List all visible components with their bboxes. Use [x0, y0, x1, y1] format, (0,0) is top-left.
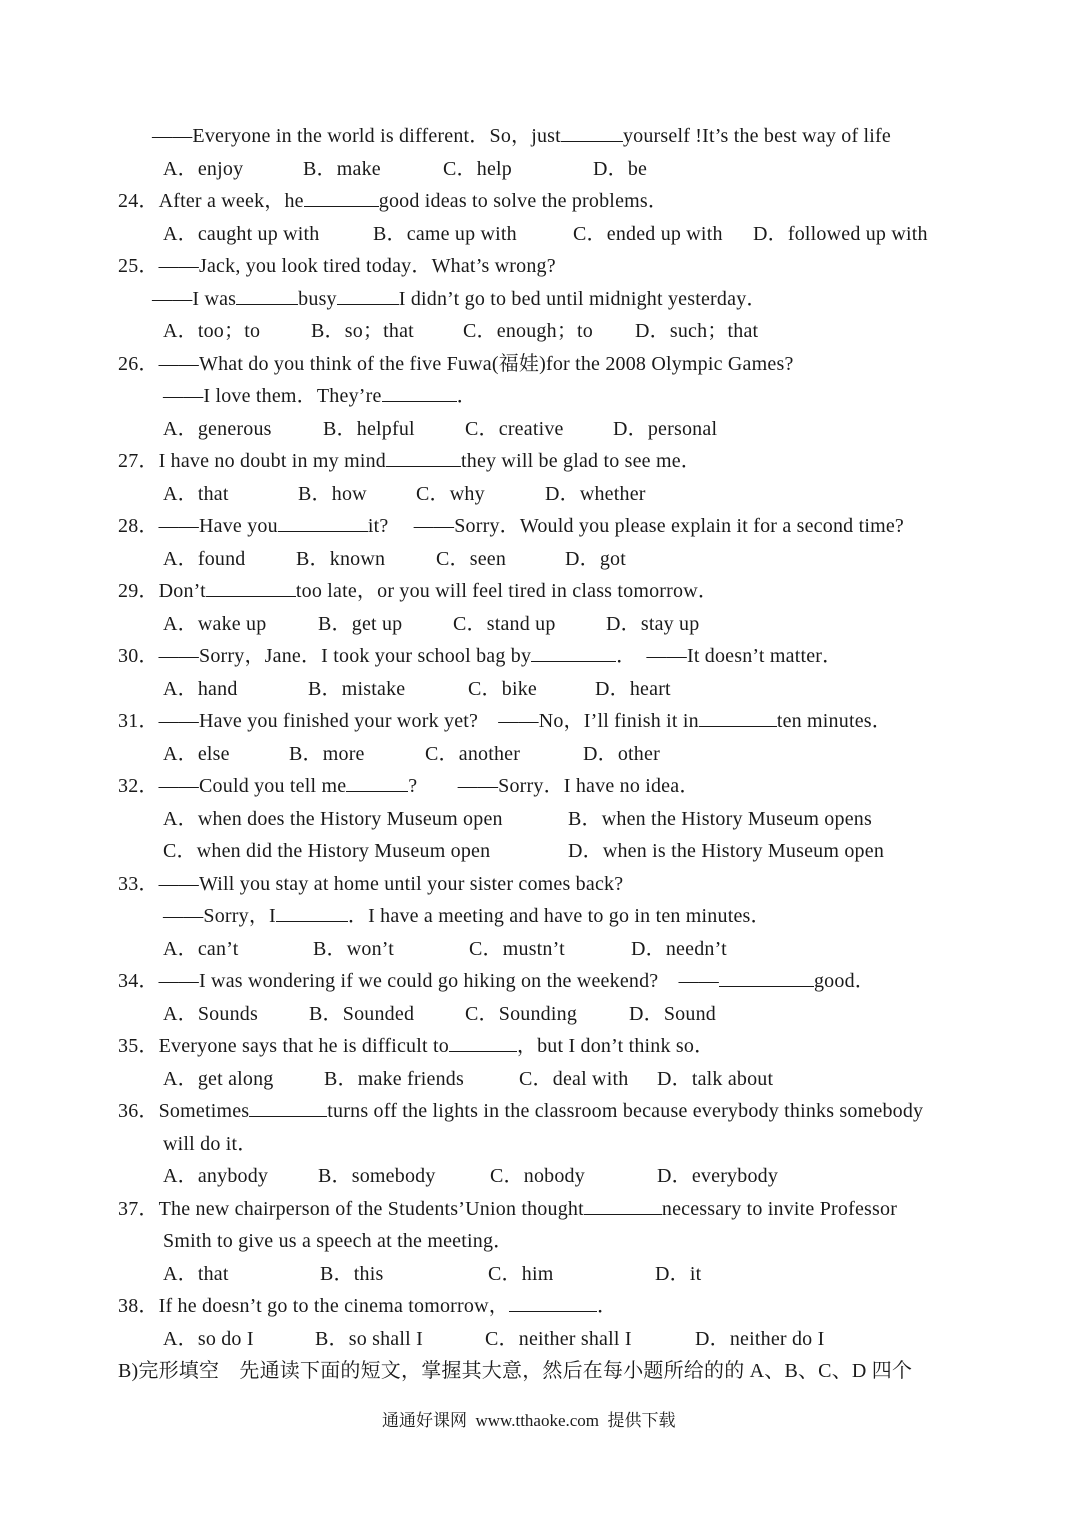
question-line	[163, 384, 477, 408]
answer-option: C．nobody	[490, 1165, 585, 1187]
question-line	[118, 579, 718, 603]
answer-option: C．Sounding	[465, 1003, 578, 1025]
answer-blank	[337, 288, 399, 305]
answer-option: A．anybody	[163, 1165, 269, 1187]
question-line	[163, 904, 771, 928]
answer-option: C．another	[425, 743, 521, 765]
answer-option: A．can’t	[163, 938, 239, 960]
answer-option: D．it	[655, 1263, 702, 1285]
page-footer: 通通好课网 www.tthaoke.com 提供下载	[382, 1411, 676, 1430]
question-text: ，but I don’t think so．	[516, 1035, 715, 1057]
question-text: 37．The new chairperson of the Students’Union thought	[118, 1198, 584, 1220]
question-text: 38．If he doesn’t go to the cinema tomorrow，	[118, 1295, 509, 1317]
answer-blank	[236, 288, 298, 305]
question-text: busy	[298, 288, 337, 310]
question-text: ．I have a meeting and have to go in ten minutes．	[347, 905, 771, 927]
question-text: I didn’t go to bed until midnight yesterday．	[398, 288, 767, 310]
answer-blank	[386, 450, 461, 467]
answer-option: A．wake up	[163, 613, 267, 635]
question-text: ——I was	[152, 288, 237, 310]
question-text: 29．Don’t	[118, 580, 206, 602]
answer-option: A．get along	[163, 1068, 274, 1090]
answer-option: B．came up with	[373, 223, 517, 245]
answer-option: D．be	[593, 158, 648, 180]
question-line	[152, 124, 891, 148]
answer-option: A．hand	[163, 678, 238, 700]
answer-blank	[531, 645, 616, 662]
question-line	[118, 709, 892, 733]
question-line	[118, 644, 842, 668]
question-line	[163, 1229, 513, 1253]
question-line	[118, 449, 701, 473]
answer-option: A．that	[163, 1263, 229, 1285]
question-text: ．	[456, 385, 477, 407]
question-line	[118, 1197, 897, 1221]
answer-blank	[304, 190, 379, 207]
question-text: 24．After a week，he	[118, 190, 304, 212]
answer-option: D．heart	[595, 678, 671, 700]
answer-blank	[278, 515, 368, 532]
answer-option: D．got	[565, 548, 626, 570]
question-line	[163, 1132, 257, 1156]
answer-option: D．such；that	[635, 320, 759, 342]
answer-option: A．found	[163, 548, 246, 570]
answer-option: D．when is the History Museum open	[568, 840, 885, 862]
answer-option: B．helpful	[323, 418, 415, 440]
answer-blank	[584, 1198, 662, 1215]
question-text: they will be glad to see me．	[461, 450, 701, 472]
question-line	[152, 287, 767, 311]
answer-option: C．him	[488, 1263, 554, 1285]
answer-option: B．make friends	[324, 1068, 464, 1090]
answer-option: D．personal	[613, 418, 718, 440]
question-text: 30．——Sorry，Jane．I took your school bag by	[118, 645, 532, 667]
question-text: B)完形填空 先通读下面的短文，掌握其大意，然后在每小题所给的的 A、B、C、D 四个	[118, 1360, 913, 1382]
answer-blank	[346, 775, 408, 792]
answer-option: C．stand up	[453, 613, 556, 635]
answer-option: A．generous	[163, 418, 272, 440]
question-text: it? ——Sorry．Would you please explain it for a second time?	[367, 515, 904, 537]
question-text: necessary to invite Professor	[661, 1198, 898, 1220]
question-line	[118, 254, 556, 278]
answer-option: B．when the History Museum opens	[568, 808, 872, 830]
answer-option: B．so；that	[311, 320, 414, 342]
answer-option: C．why	[416, 483, 485, 505]
question-text: ——I love them．They’re	[163, 385, 382, 407]
question-line	[118, 969, 875, 993]
question-text: ． ——It doesn’t matter．	[616, 645, 843, 667]
question-text: 25．——Jack, you look tired today．What’s wrong?	[118, 255, 556, 277]
question-text: 34．——I was wondering if we could go hiking on the weekend? ——	[118, 970, 719, 992]
answer-option: C．enough；to	[463, 320, 593, 342]
question-text: 31．——Have you finished your work yet? ——No，I’ll finish it in	[118, 710, 699, 732]
answer-option: C．ended up with	[573, 223, 723, 245]
answer-option: B．mistake	[308, 678, 406, 700]
answer-option: C．neither shall I	[485, 1328, 632, 1350]
answer-option: A．so do I	[163, 1328, 254, 1350]
answer-option: A．too；to	[163, 320, 261, 342]
question-text: 26．——What do you think of the five Fuwa(福娃)for the 2008 Olympic Games?	[118, 353, 794, 375]
answer-blank	[699, 710, 777, 727]
answer-option: D．everybody	[657, 1165, 779, 1187]
question-line	[118, 1359, 912, 1383]
answer-option: B．make	[303, 158, 381, 180]
answer-option: A．that	[163, 483, 229, 505]
answer-blank	[382, 385, 457, 402]
answer-option: C．bike	[468, 678, 537, 700]
question-text: good ideas to solve the problems．	[378, 190, 669, 212]
question-text: ? ——Sorry．I have no idea．	[408, 775, 700, 797]
question-text: 28．——Have you	[118, 515, 278, 537]
answer-option: D．other	[583, 743, 660, 765]
question-text: Smith to give us a speech at the meeting．	[163, 1230, 514, 1252]
answer-option: B．this	[320, 1263, 384, 1285]
answer-option: B．so shall I	[315, 1328, 423, 1350]
question-text: 36．Sometimes	[118, 1100, 250, 1122]
question-text: good．	[813, 970, 875, 992]
question-text: ten minutes．	[776, 710, 892, 732]
question-text: 27．I have no doubt in my mind	[118, 450, 386, 472]
question-text: 35．Everyone says that he is difficult to	[118, 1035, 449, 1057]
answer-option: B．more	[289, 743, 365, 765]
answer-option: C．when did the History Museum open	[163, 840, 491, 862]
answer-option: B．get up	[318, 613, 403, 635]
question-text: turns off the lights in the classroom because everybody thinks somebody	[327, 1100, 924, 1122]
answer-option: B．somebody	[318, 1165, 436, 1187]
answer-option: D．stay up	[606, 613, 700, 635]
question-text: yourself !It’s the best way of life	[622, 125, 891, 147]
answer-blank	[276, 905, 348, 922]
answer-option: D．needn’t	[631, 938, 727, 960]
question-text: will do it．	[163, 1133, 258, 1155]
question-text: ——Everyone in the world is different．So，just	[152, 125, 561, 147]
answer-option: D．followed up with	[753, 223, 928, 245]
question-line	[118, 872, 623, 896]
answer-option: C．help	[443, 158, 512, 180]
answer-blank	[449, 1035, 517, 1052]
question-text: 32．——Could you tell me	[118, 775, 347, 797]
answer-blank	[249, 1100, 327, 1117]
answer-option: B．Sounded	[309, 1003, 415, 1025]
answer-option: D．talk about	[657, 1068, 774, 1090]
answer-option: A．when does the History Museum open	[163, 808, 503, 830]
question-line	[118, 1099, 923, 1123]
question-text: ．	[596, 1295, 618, 1317]
question-line	[118, 1034, 714, 1058]
question-line	[118, 1294, 617, 1318]
answer-option: C．creative	[465, 418, 564, 440]
answer-option: B．won’t	[313, 938, 395, 960]
answer-option: A．Sounds	[163, 1003, 258, 1025]
answer-option: B．known	[296, 548, 386, 570]
answer-option: C．mustn’t	[469, 938, 565, 960]
question-text: ——Sorry，I	[163, 905, 276, 927]
answer-blank	[561, 125, 623, 142]
question-text: too late，or you will feel tired in class tomorrow．	[295, 580, 719, 602]
answer-option: A．enjoy	[163, 158, 244, 180]
question-line	[118, 189, 668, 213]
answer-option: B．how	[298, 483, 367, 505]
answer-option: C．deal with	[519, 1068, 629, 1090]
question-line	[118, 352, 794, 376]
answer-blank	[719, 970, 814, 987]
answer-option: D．whether	[545, 483, 646, 505]
question-line	[118, 514, 904, 538]
answer-option: A．caught up with	[163, 223, 320, 245]
answer-option: A．else	[163, 743, 230, 765]
answer-option: D．Sound	[629, 1003, 716, 1025]
answer-blank	[509, 1295, 597, 1312]
answer-blank	[206, 580, 296, 597]
answer-option: D．neither do I	[695, 1328, 825, 1350]
answer-option: C．seen	[436, 548, 507, 570]
question-line	[118, 774, 700, 798]
question-text: 33．——Will you stay at home until your sister comes back?	[118, 873, 624, 895]
